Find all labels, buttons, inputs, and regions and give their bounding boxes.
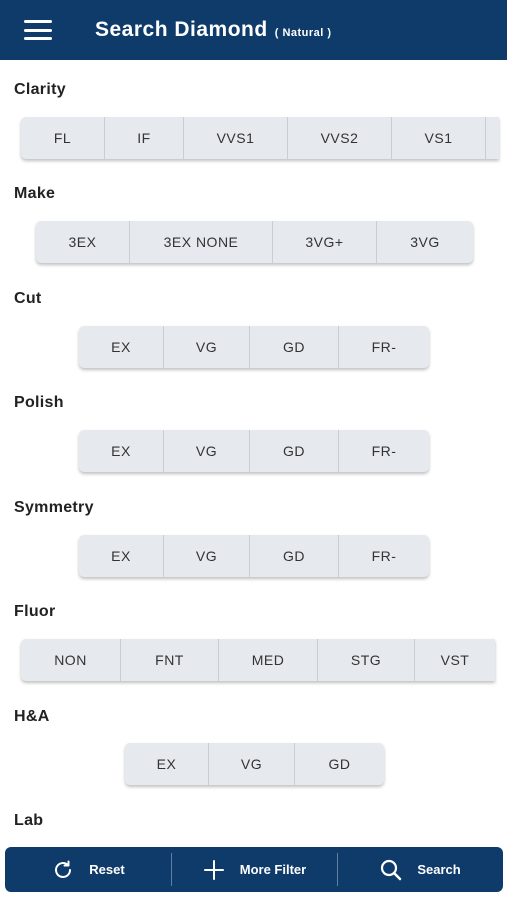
clarity-option-vs1[interactable]: VS1 (392, 117, 486, 159)
more-filter-label: More Filter (239, 862, 307, 877)
ha-option-vg[interactable]: VG (209, 743, 295, 785)
symmetry-option-fr[interactable]: FR- (371, 548, 397, 564)
fluor-option-med[interactable]: MED (219, 639, 318, 681)
lab-label: Lab (14, 812, 44, 829)
bottom-action-bar (5, 847, 503, 892)
ha-option-gd[interactable]: GD (328, 756, 351, 772)
make-option-3vg[interactable]: 3VG (410, 234, 440, 250)
make-option-3ex[interactable]: 3EX (36, 221, 130, 263)
cut-label: Cut (14, 290, 42, 307)
fluor-option-vst[interactable]: VST (440, 652, 470, 668)
symmetry-label: Symmetry (14, 499, 94, 516)
reset-label: Reset (89, 862, 125, 877)
polish-option-ex[interactable]: EX (79, 430, 164, 472)
plus-icon (202, 858, 226, 882)
make-option-3vg-plus[interactable]: 3VG+ (273, 221, 377, 263)
clarity-option-if[interactable]: IF (105, 117, 184, 159)
clarity-selector (21, 117, 499, 159)
search-icon (379, 858, 403, 882)
fluor-label: Fluor (14, 603, 56, 620)
cut-option-fr[interactable]: FR- (371, 339, 397, 355)
fluor-option-stg[interactable]: STG (318, 639, 415, 681)
title-wrap (95, 18, 332, 42)
polish-selector (79, 430, 429, 472)
clarity-option-vvs1[interactable]: VVS1 (184, 117, 288, 159)
cut-option-vg[interactable]: VG (164, 326, 250, 368)
symmetry-option-vg[interactable]: VG (164, 535, 250, 577)
polish-option-vg[interactable]: VG (164, 430, 250, 472)
cut-option-gd[interactable]: GD (250, 326, 339, 368)
ha-label: H&A (14, 708, 50, 725)
page-title: Search Diamond (95, 18, 268, 41)
hamburger-menu-icon[interactable] (24, 20, 52, 40)
more-filter-button[interactable] (171, 847, 337, 892)
reset-button[interactable] (5, 847, 171, 892)
cut-option-ex[interactable]: EX (79, 326, 164, 368)
clarity-label: Clarity (14, 81, 66, 98)
clarity-option-overflow[interactable] (486, 117, 499, 159)
page-subtitle: ( Natural ) (274, 27, 332, 39)
clarity-option-fl[interactable]: FL (21, 117, 105, 159)
refresh-icon (51, 858, 75, 882)
make-selector (36, 221, 473, 263)
polish-option-fr[interactable]: FR- (371, 443, 397, 459)
polish-option-gd[interactable]: GD (250, 430, 339, 472)
fluor-option-fnt[interactable]: FNT (121, 639, 219, 681)
fluor-selector (21, 639, 495, 681)
ha-option-ex[interactable]: EX (125, 743, 209, 785)
make-label: Make (14, 185, 56, 202)
cut-selector (79, 326, 429, 368)
polish-label: Polish (14, 394, 64, 411)
symmetry-selector (79, 535, 429, 577)
fluor-option-non[interactable]: NON (21, 639, 121, 681)
ha-selector (125, 743, 384, 785)
clarity-option-vvs2[interactable]: VVS2 (288, 117, 392, 159)
search-label: Search (417, 862, 461, 877)
app-header (0, 0, 507, 60)
search-button[interactable] (337, 847, 503, 892)
make-option-3ex-none[interactable]: 3EX NONE (130, 221, 273, 263)
symmetry-option-ex[interactable]: EX (79, 535, 164, 577)
symmetry-option-gd[interactable]: GD (250, 535, 339, 577)
